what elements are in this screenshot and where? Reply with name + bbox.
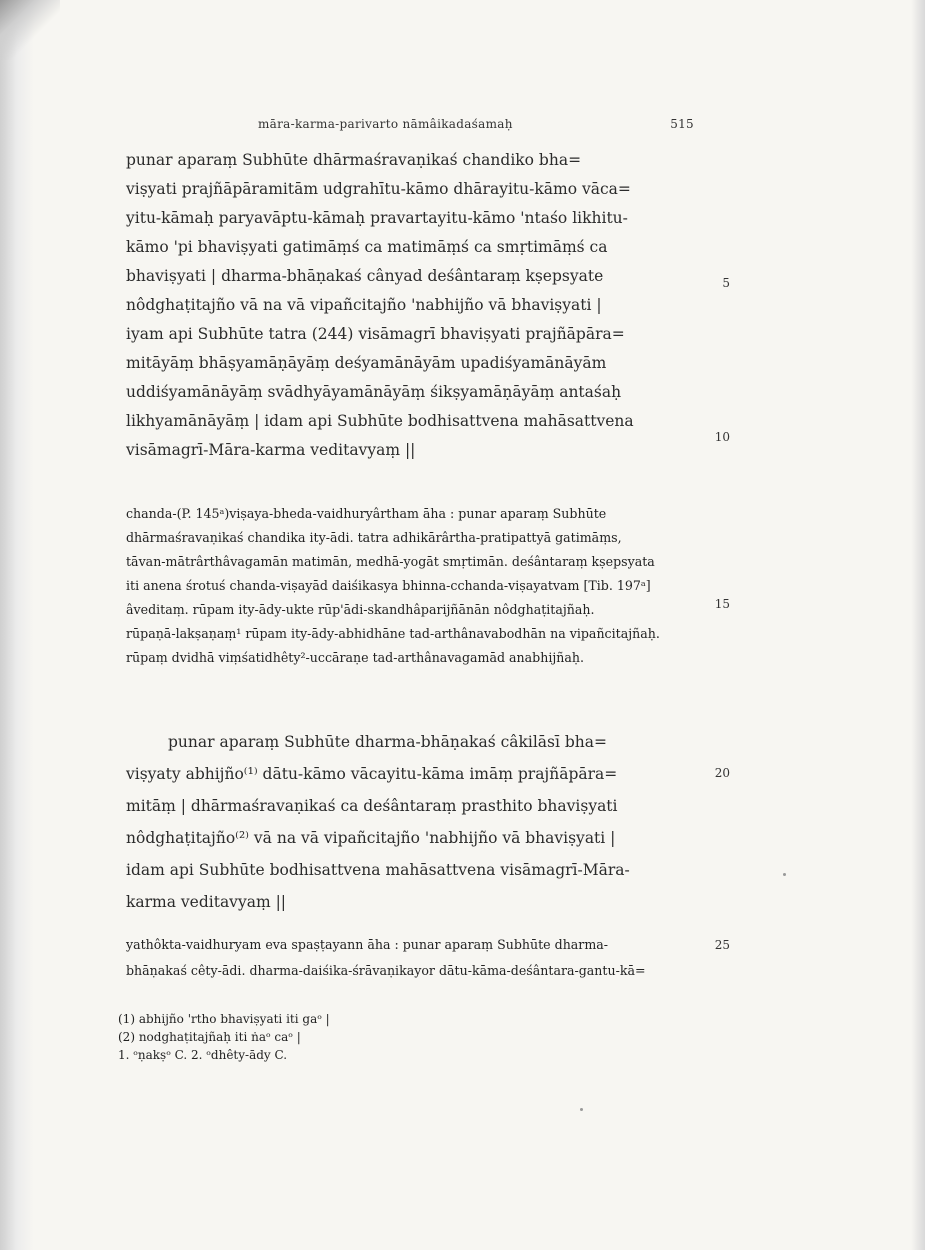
commentary-line: yathôkta-vaidhuryam eva spaṣṭayann āha : punar aparaṃ Subhūte dharma- <box>126 937 609 952</box>
line-number: 5 <box>722 276 730 290</box>
scan-shadow-right <box>911 0 925 1250</box>
footnote-line: (1) abhijño 'rtho bhaviṣyati iti gaᵒ | <box>118 1012 330 1026</box>
line-number: 15 <box>714 597 730 611</box>
text-line: likhyamānāyāṃ | idam api Subhūte bodhisattvena mahāsattvena <box>126 412 634 430</box>
text-line: punar aparaṃ Subhūte dhārmaśravaṇikaś chandiko bha= <box>126 151 582 169</box>
line-number: 25 <box>714 938 730 952</box>
text-line: kāmo 'pi bhaviṣyati gatimāṃś ca matimāṃś ca smṛtimāṃś ca <box>126 238 608 256</box>
text-line: yitu-kāmaḥ paryavāptu-kāmaḥ pravartayitu-kāmo 'ntaśo likhitu- <box>126 209 628 227</box>
commentary-line: tāvan-mātrârthâvagamān matimān, medhā-yogāt smṛtimān. deśântaraṃ kṣepsyata <box>126 554 655 569</box>
text-line: punar aparaṃ Subhūte dharma-bhāṇakaś câkilāsī bha= <box>168 733 608 751</box>
text-line: mitāyāṃ bhāṣyamāṇāyāṃ deśyamānāyām upadiśyamānāyām <box>126 354 607 372</box>
commentary-line: rūpaṃ dvidhā viṃśatidhêty²-uccāraṇe tad-arthânavagamād anabhijñaḥ. <box>126 650 584 665</box>
line-number: 10 <box>714 430 730 444</box>
commentary-line: rūpaṇā-lakṣaṇaṃ¹ rūpam ity-ādy-abhidhāne tad-arthânavabodhān na vipañcitajñaḥ. <box>126 626 660 641</box>
scan-speck <box>580 1108 583 1111</box>
footnote-line: 1. ᵒṇakṣᵒ C. 2. ᵒdhêty-ādy C. <box>118 1048 288 1062</box>
scan-corner-mark <box>0 0 60 60</box>
text-line: visāmagrī-Māra-karma veditavyaṃ || <box>126 441 416 459</box>
scan-speck <box>783 873 786 876</box>
text-line: nôdghaṭitajño⁽²⁾ vā na vā vipañcitajño 'nabhijño vā bhaviṣyati | <box>126 829 616 847</box>
commentary-line: chanda-(P. 145ᵃ)viṣaya-bheda-vaidhuryârtham āha : punar aparaṃ Subhūte <box>126 506 607 521</box>
text-line: uddiśyamānāyāṃ svādhyāyamānāyāṃ śikṣyamāṇāyāṃ antaśaḥ <box>126 383 622 401</box>
running-title: māra-karma-parivarto nāmâikadaśamaḥ <box>258 117 513 131</box>
commentary-line: dhārmaśravaṇikaś chandika ity-ādi. tatra adhikārârtha-pratipattyā gatimāṃs, <box>126 530 622 545</box>
text-line: nôdghaṭitajño vā na vā vipañcitajño 'nabhijño vā bhaviṣyati | <box>126 296 602 314</box>
text-line: bhaviṣyati | dharma-bhāṇakaś cânyad deśântaraṃ kṣepsyate <box>126 267 604 285</box>
line-number: 20 <box>714 766 730 780</box>
text-line: viṣyaty abhijño⁽¹⁾ dātu-kāmo vācayitu-kāma imāṃ prajñāpāra= <box>126 765 618 783</box>
text-line: idam api Subhūte bodhisattvena mahāsattvena visāmagrī-Māra- <box>126 861 630 879</box>
text-line: viṣyati prajñāpāramitām udgrahītu-kāmo dhārayitu-kāmo vāca= <box>126 180 631 198</box>
commentary-line: iti anena śrotuś chanda-viṣayād daiśikasya bhinna-cchanda-viṣayatvam [Tib. 197ᵃ] <box>126 578 651 593</box>
commentary-line: bhāṇakaś cêty-ādi. dharma-daiśika-śrāvaṇikayor dātu-kāma-deśântara-gantu-kā= <box>126 963 646 978</box>
scan-shadow-left <box>0 0 34 1250</box>
page-number: 515 <box>670 117 694 131</box>
commentary-line: âveditaṃ. rūpam ity-ādy-ukte rūp'ādi-skandhâparijñānān nôdghaṭitajñaḥ. <box>126 602 595 617</box>
text-line: iyam api Subhūte tatra (244) visāmagrī bhaviṣyati prajñāpāra= <box>126 325 625 343</box>
text-line: mitāṃ | dhārmaśravaṇikaś ca deśântaraṃ prasthito bhaviṣyati <box>126 797 618 815</box>
page-header <box>258 117 708 137</box>
text-line: karma veditavyaṃ || <box>126 893 287 911</box>
footnote-line: (2) nodghaṭitajñaḥ iti ṅaᵒ caᵒ | <box>118 1030 301 1044</box>
